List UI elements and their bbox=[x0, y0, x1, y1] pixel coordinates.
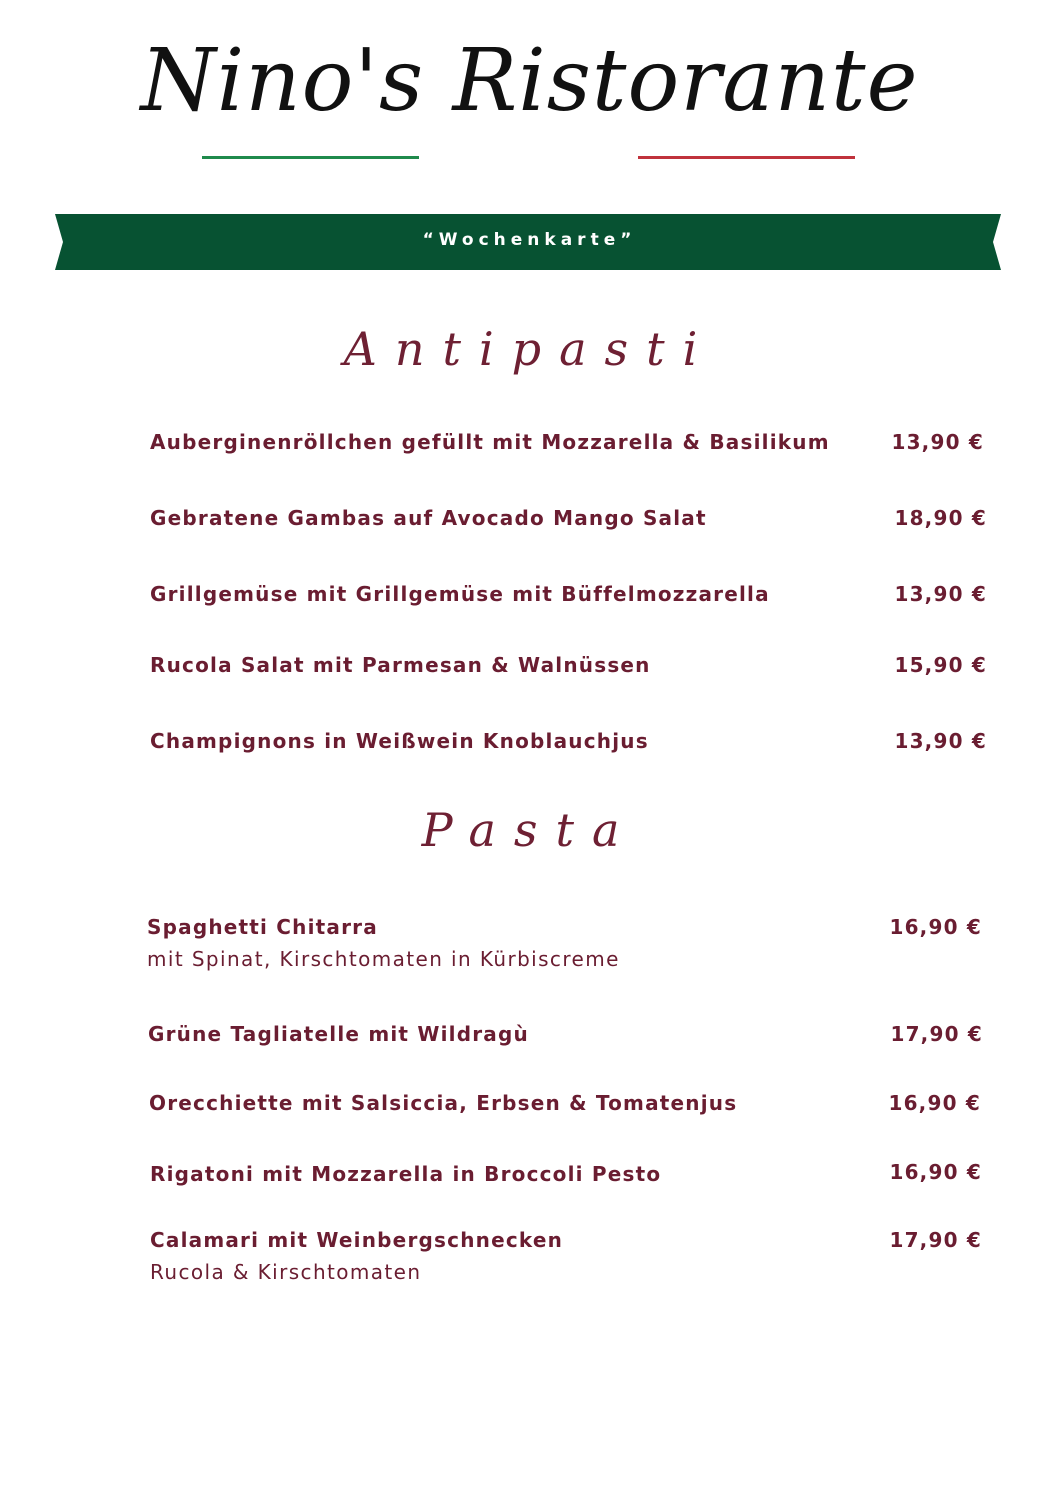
menu-item-name: Grillgemüse mit Grillgemüse mit Büffelmozzarella bbox=[150, 582, 770, 606]
menu-item-name: Grüne Tagliatelle mit Wildragù bbox=[148, 1022, 529, 1046]
banner-label: “Wochenkarte” bbox=[422, 230, 637, 250]
title-underline-green bbox=[202, 156, 419, 159]
menu-item-name: Calamari mit Weinbergschnecken bbox=[150, 1228, 564, 1252]
menu-item-name: Champignons in Weißwein Knoblauchjus bbox=[150, 729, 649, 753]
title-underline-red bbox=[638, 156, 855, 159]
menu-item-name: Rucola Salat mit Parmesan & Walnüssen bbox=[150, 653, 651, 677]
menu-item-price: 15,90 € bbox=[894, 653, 987, 677]
menu-item-price: 17,90 € bbox=[890, 1022, 983, 1046]
menu-item-name: Spaghetti Chitarra bbox=[147, 915, 378, 939]
menu-item-price: 16,90 € bbox=[889, 1160, 982, 1184]
menu-item-name: Auberginenröllchen gefüllt mit Mozzarella & Basilikum bbox=[150, 430, 830, 454]
restaurant-title: Nino's Ristorante bbox=[140, 31, 919, 131]
section-title-pasta: Pasta bbox=[421, 803, 638, 857]
menu-item-price: 13,90 € bbox=[894, 729, 987, 753]
section-title-antipasti: Antipasti bbox=[343, 322, 716, 376]
menu-item-name: Orecchiette mit Salsiccia, Erbsen & Tomatenjus bbox=[149, 1091, 738, 1115]
menu-item-name: Gebratene Gambas auf Avocado Mango Salat bbox=[150, 506, 707, 530]
menu-item-description: mit Spinat, Kirschtomaten in Kürbiscreme bbox=[147, 947, 620, 971]
menu-item-price: 18,90 € bbox=[894, 506, 987, 530]
menu-item-price: 13,90 € bbox=[891, 430, 984, 454]
menu-item-price: 13,90 € bbox=[894, 582, 987, 606]
menu-item-name: Rigatoni mit Mozzarella in Broccoli Pesto bbox=[150, 1162, 662, 1186]
menu-item-description: Rucola & Kirschtomaten bbox=[150, 1260, 422, 1284]
menu-item-price: 16,90 € bbox=[888, 1091, 981, 1115]
menu-item-price: 16,90 € bbox=[889, 915, 982, 939]
menu-item-price: 17,90 € bbox=[889, 1228, 982, 1252]
